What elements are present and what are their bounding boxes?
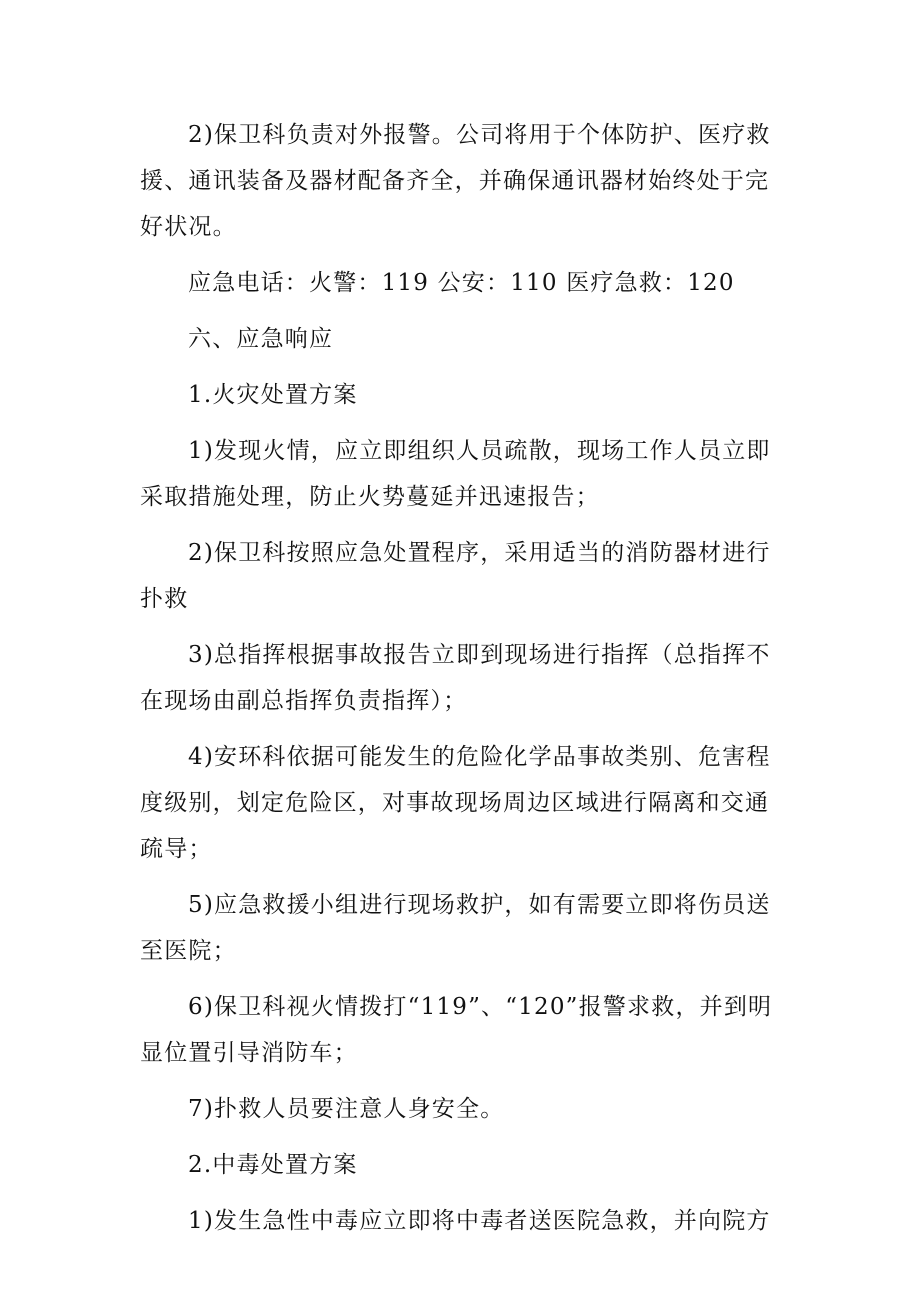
subheading-fire-plan: 1.火灾处置方案: [188, 382, 358, 408]
fire-step-4: 4)安环科依据可能发生的危险化学品事故类别、危害程度级别，划定危险区，对事故现场周边区域进行隔离和交通疏导；: [140, 744, 771, 862]
fire-step-7: 7)扑救人员要注意人身安全。: [188, 1096, 505, 1122]
fire-step-2: 2)保卫科按照应急处置程序，采用适当的消防器材进行扑救: [140, 540, 771, 612]
document-body: [140, 112, 785, 1254]
fire-step-5: 5)应急救援小组进行现场救护，如有需要立即将伤员送至医院；: [140, 892, 771, 964]
paragraph-police-report: 2)保卫科负责对外报警。公司将用于个体防护、医疗救援、通讯装备及器材配备齐全，并确保通讯器材始终处于完好状况。: [140, 122, 771, 240]
fire-step-6: 6)保卫科视火情拨打“119”、“120”报警求救，并到明显位置引导消防车；: [140, 994, 773, 1066]
poisoning-step-1: 1)发生急性中毒应立即将中毒者送医院急救，并向院方: [188, 1208, 771, 1234]
fire-step-3: 3)总指挥根据事故报告立即到现场进行指挥（总指挥不在现场由副总指挥负责指挥）；: [140, 642, 771, 714]
subheading-poisoning-plan: 2.中毒处置方案: [188, 1152, 358, 1178]
fire-step-1: 1)发现火情，应立即组织人员疏散，现场工作人员立即采取措施处理，防止火势蔓延并迅速报告；: [140, 438, 771, 510]
paragraph-emergency-phones: 应急电话：火警：119 公安：110 医疗急救：120: [188, 270, 735, 296]
section-heading-emergency-response: 六、应急响应: [188, 326, 334, 352]
